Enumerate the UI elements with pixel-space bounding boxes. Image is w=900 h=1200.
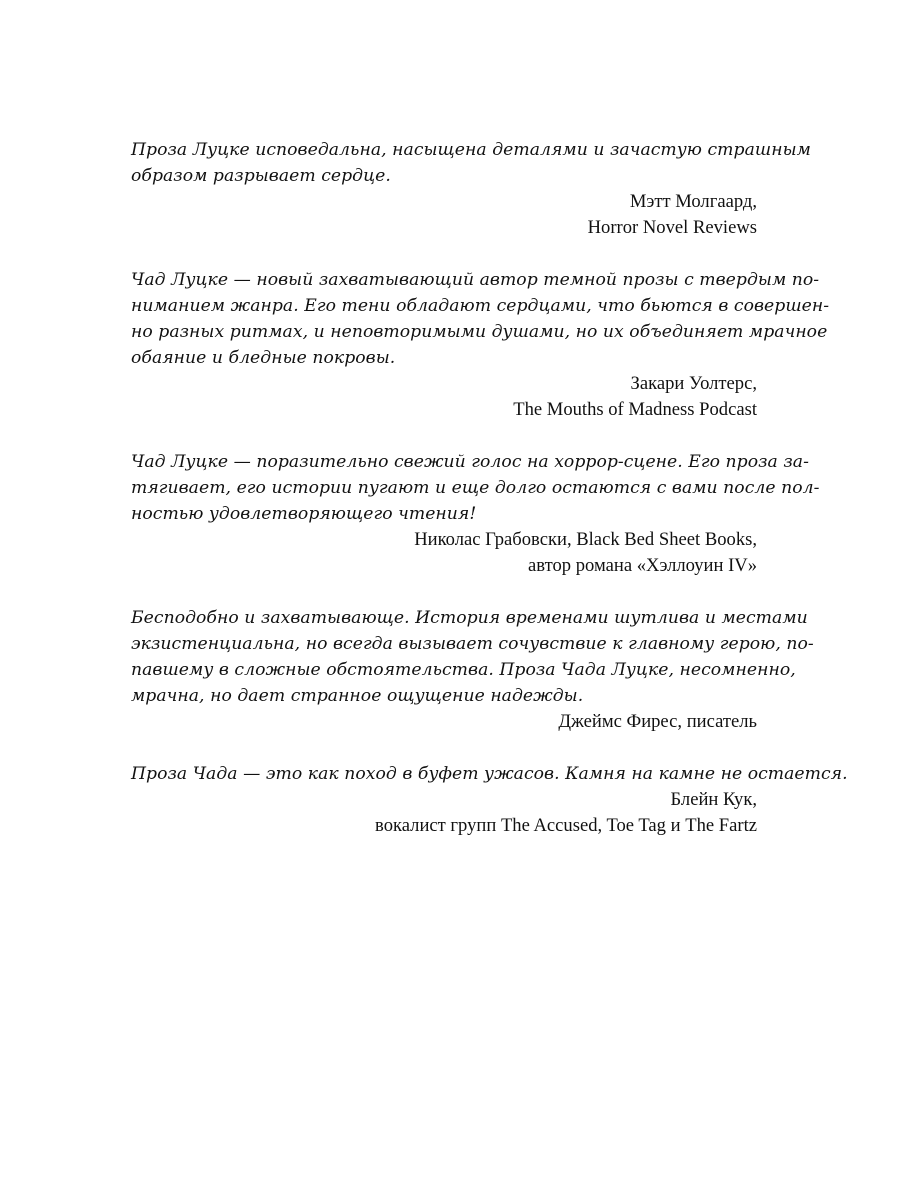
attribution-line: автор романа «Хэллоуин IV» [528,555,757,576]
blurb-quote [131,267,830,371]
blurb-blaine-cook [131,761,848,839]
quote-line: тягивает, его истории пугают и еще долго остаются с вами после пол- [131,478,820,498]
blurb-james-fires [131,605,814,735]
quote-line: павшему в сложные обстоятельства. Проза Чада Луцке, несомненно, [131,660,796,680]
blurb-attribution [131,709,759,735]
quote-line: мрачна, но дает странное ощущение надежды. [131,686,584,706]
attribution-line: Horror Novel Reviews [587,217,757,238]
attribution-line: Джеймс Фирес, писатель [558,711,757,732]
blurb-quote [131,605,814,709]
blurb-attribution [131,189,759,241]
quote-line: Чад Луцке — новый захватывающий автор темной прозы с твердым по- [131,270,820,290]
blurb-zachary-walters [131,267,830,423]
blurb-matt-molgaard [131,137,811,241]
quote-line: обаяние и бледные покровы. [131,348,396,368]
attribution-line: вокалист групп The Accused, Toe Tag и The Fartz [375,815,757,836]
quote-line: экзистенциальна, но всегда вызывает сочувствие к главному герою, по- [131,634,814,654]
attribution-line: Мэтт Молгаард, [629,191,757,212]
praise-page [131,137,848,865]
quote-line: ностью удовлетворяющего чтения! [131,504,477,524]
blurb-nicholas-grabowsky [131,449,820,579]
attribution-line: The Mouths of Madness Podcast [513,399,757,420]
attribution-line: Закари Уолтерс, [630,373,757,394]
quote-line: Чад Луцке — поразительно свежий голос на хоррор-сцене. Его проза за- [131,452,809,472]
quote-line: Проза Луцке исповедальна, насыщена деталями и зачастую страшным [131,140,811,160]
quote-line: Бесподобно и захватывающе. История временами шутлива и местами [131,608,808,628]
quote-line: Проза Чада — это как поход в буфет ужасов. Камня на камне не остается. [131,764,848,784]
attribution-line: Николас Грабовски, Black Bed Sheet Books, [414,529,757,550]
blurb-quote [131,449,820,527]
attribution-line: Блейн Кук, [670,789,757,810]
quote-line: ниманием жанра. Его тени обладают сердцами, что бьются в совершен- [131,296,830,316]
blurb-quote [131,137,811,189]
blurb-attribution [131,527,759,579]
quote-line: образом разрывает сердце. [131,166,391,186]
blurb-quote [131,761,848,787]
quote-line: но разных ритмах, и неповторимыми душами, но их объединяет мрачное [131,322,828,342]
blurb-attribution [131,787,759,839]
blurb-attribution [131,371,759,423]
